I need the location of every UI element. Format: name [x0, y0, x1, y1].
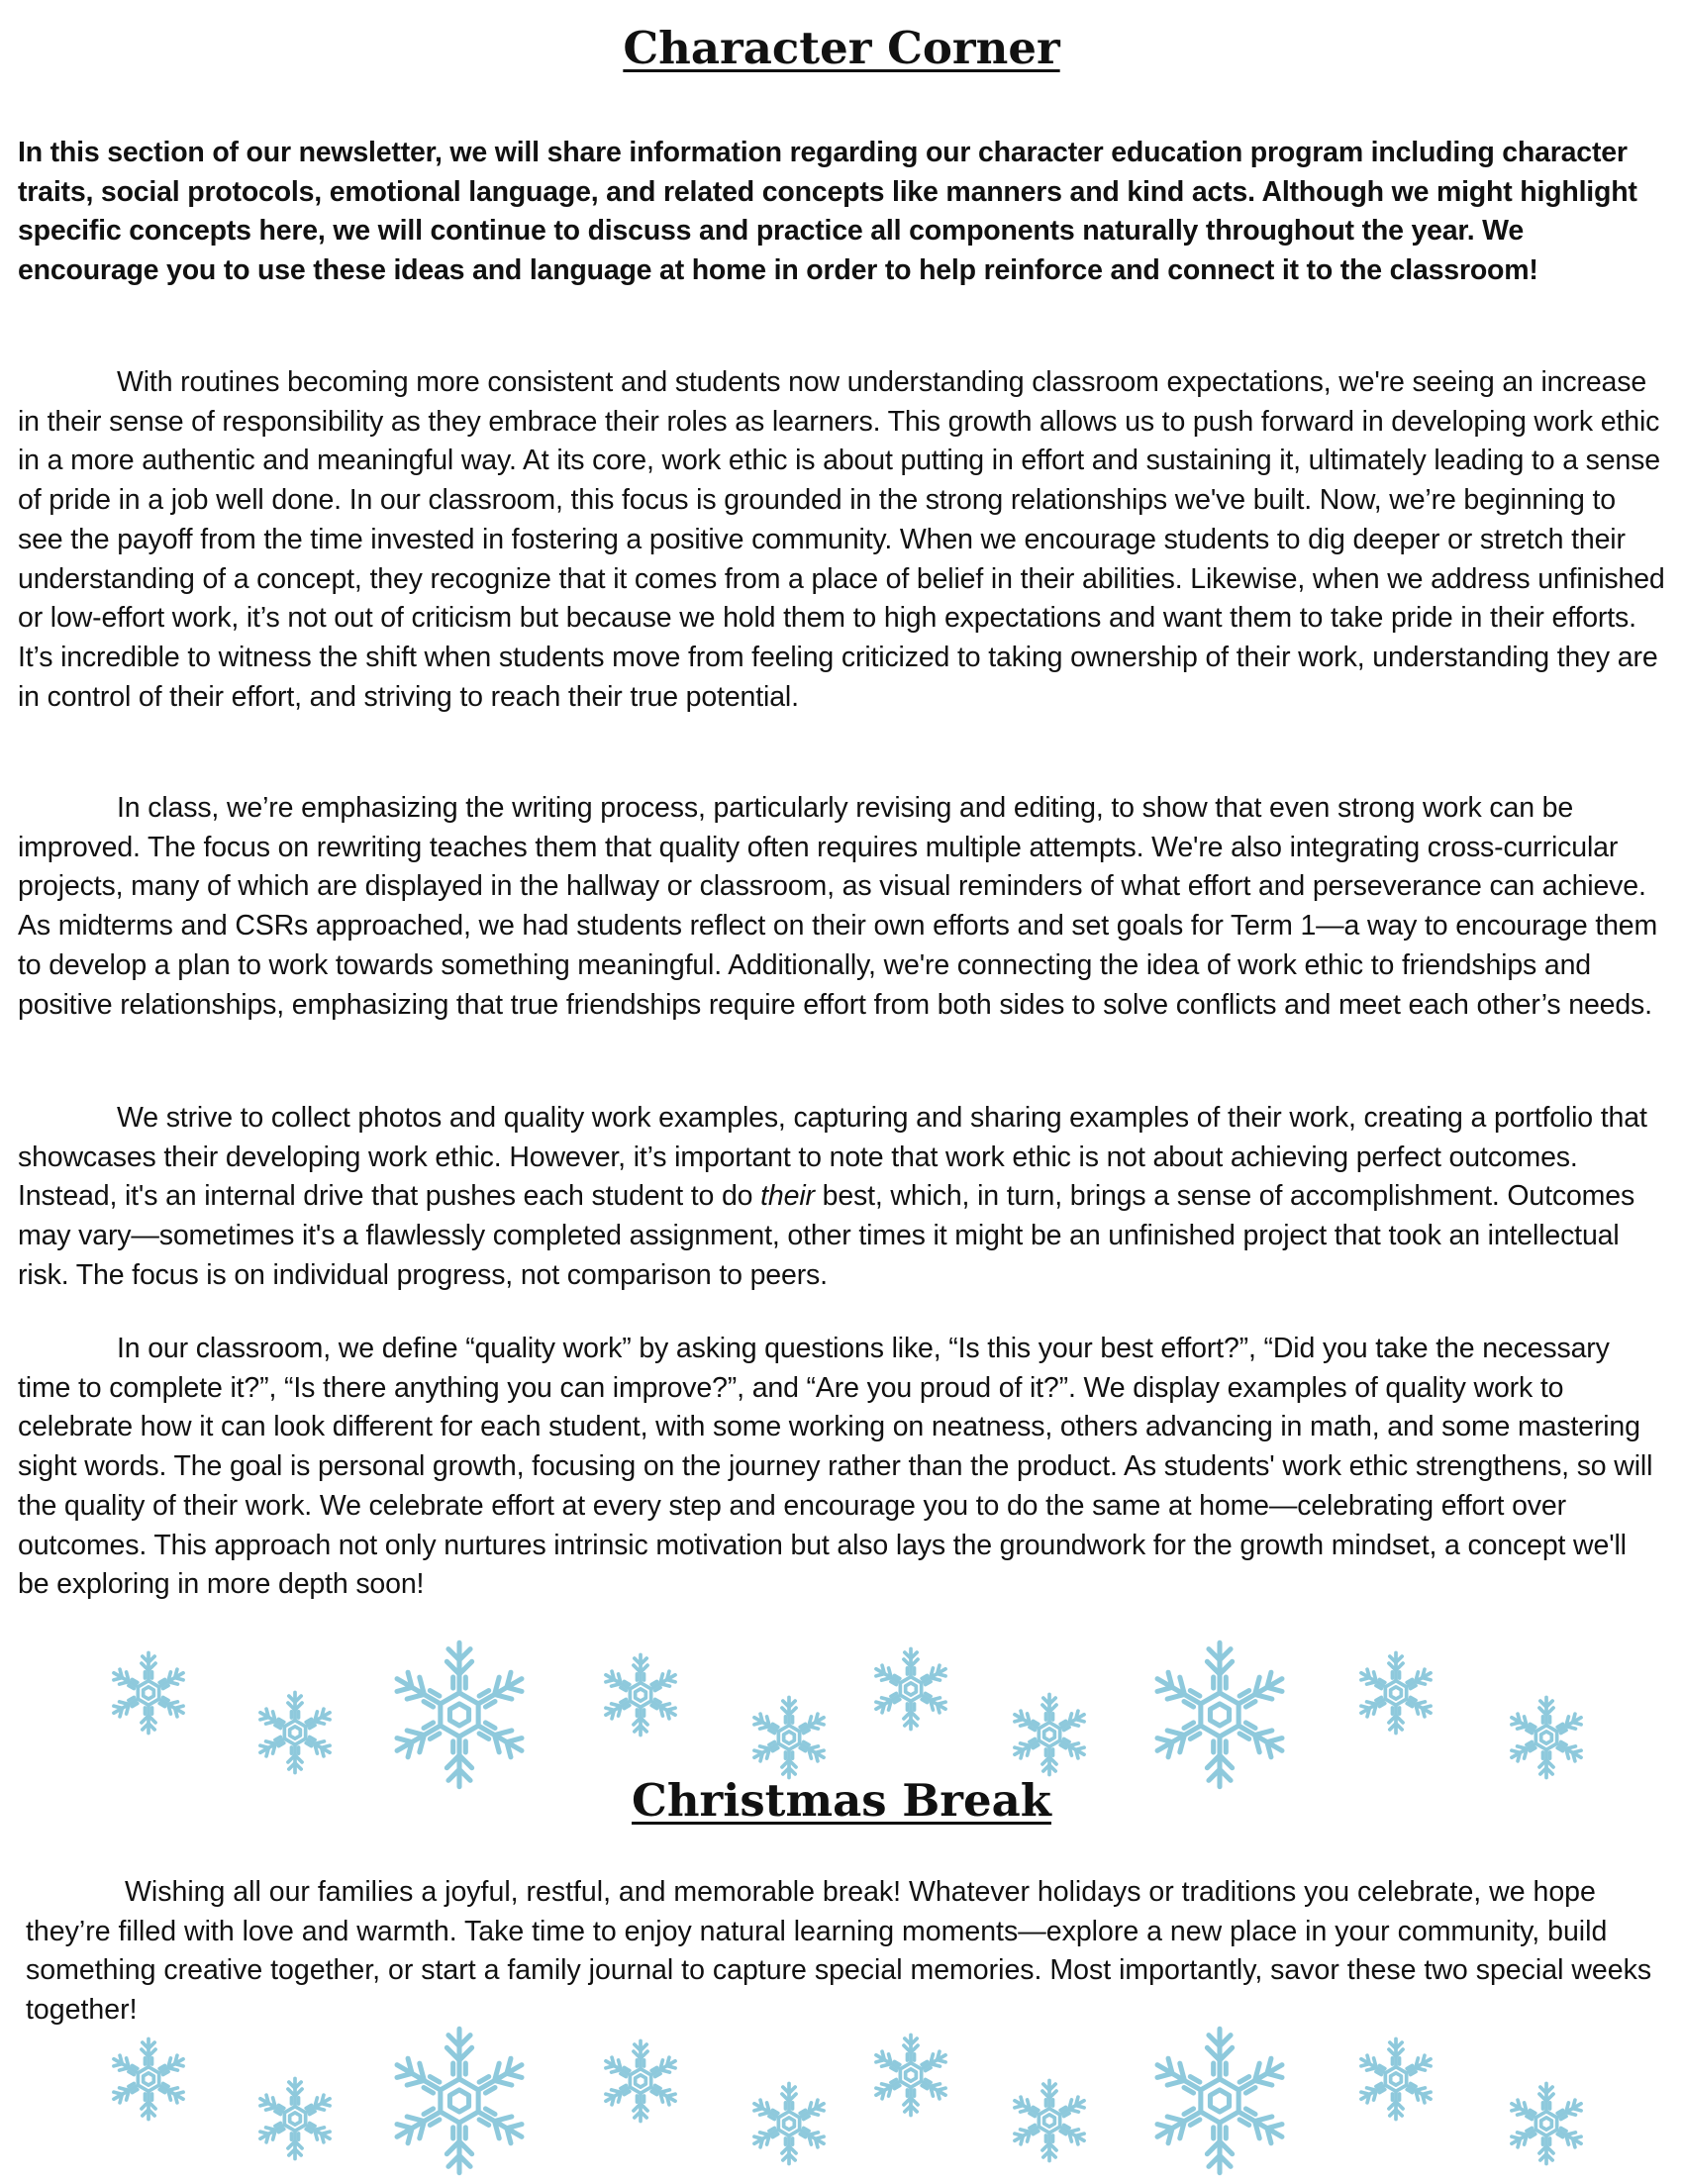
intro-paragraph: In this section of our newsletter, we will share information regarding our character education program including character traits, social protocols, emotional language, and related concepts like manners and kind acts. Although we might highlight specific concepts here, we will continue to discuss and practice all components naturally throughout the year. We encourage you to use these ideas and language at home in order to help reinforce and connect it to the classroom!	[18, 137, 1637, 287]
portfolio-paragraph	[18, 1099, 1665, 1296]
writing-process-paragraph: In class, we’re emphasizing the writing process, particularly revising and editing, to show that even strong work can be improved. The focus on rewriting teaches them that quality often requires multiple attempts. We're also integrating cross-curricular projects, many of which are displayed in the hallway or classroom, as visual reminders of what effort and perseverance can achieve. As midterms and CSRs approached, we had students reflect on their own efforts and set goals for Term 1—a way to encourage them to develop a plan to work towards something meaningful. Additionally, we're connecting the idea of work ethic to friendships and positive relationships, emphasizing that true friendships require effort from both sides to solve conflicts and meet each other’s needs.	[18, 792, 1658, 1021]
snowflake-icon	[867, 1645, 954, 1733]
snowflake-icon	[1352, 2035, 1439, 2123]
snowflake-icon	[381, 2023, 538, 2179]
character-corner-title: Character Corner	[623, 22, 1060, 74]
snowflake-row-top	[0, 1634, 1683, 1792]
snowflake-icon	[1006, 2077, 1093, 2164]
snowflake-icon	[597, 2037, 684, 2125]
snowflake-icon	[1141, 1637, 1298, 1793]
christmas-break-title: Christmas Break	[632, 1774, 1051, 1827]
snowflake-icon	[105, 1649, 192, 1737]
snowflake-icon	[1141, 2023, 1298, 2179]
snowflake-icon	[745, 1694, 833, 1781]
snowflake-icon	[1006, 1691, 1093, 1778]
snowflake-icon	[251, 2075, 339, 2162]
snowflake-icon	[1503, 1694, 1590, 1781]
snowflake-icon	[1352, 1649, 1439, 1737]
portfolio-text-emphasis: their	[760, 1180, 815, 1213]
snowflake-icon	[251, 1689, 339, 1776]
snowflake-row-bottom	[0, 2020, 1683, 2178]
snowflake-icon	[867, 2032, 954, 2119]
work-ethic-paragraph: With routines becoming more consistent and students now understanding classroom expectations, we're seeing an increase in their sense of responsibility as they embrace their roles as learners. This growth allows us to push forward in developing work ethic in a more authentic and meaningful way. At its core, work ethic is about putting in effort and sustaining it, ultimately leading to a sense of pride in a job well done. In our classroom, this focus is grounded in the strong relationships we've built. Now, we’re beginning to see the payoff from the time invested in fostering a positive community. When we encourage students to dig deeper or stretch their understanding of a concept, they recognize that it comes from a place of belief in their abilities. Likewise, when we address unfinished or low-effort work, it’s not out of criticism but because we hold them to high expectations and want them to take pride in their efforts. It’s incredible to witness the shift when students move from feeling criticized to taking ownership of their work, understanding they are in control of their effort, and striving to reach their true potential.	[18, 366, 1665, 713]
portfolio-text-start: We strive to collect photos and quality work examples, capturing and sharing examples of their work, creating a portfolio that showcases their developing work ethic. However, it’s important to note that work ethic is not about achieving perfect outcomes. Instead, it's an internal drive that pushes each student to do	[18, 1102, 1647, 1213]
snowflake-icon	[745, 2080, 833, 2167]
snowflake-icon	[597, 1651, 684, 1738]
snowflake-icon	[1503, 2080, 1590, 2167]
quality-work-paragraph: In our classroom, we define “quality work” by asking questions like, “Is this your best effort?”, “Did you take the necessary time to complete it?”, “Is there anything you can improve?”, and “Are you proud of it?”. We display examples of quality work to celebrate how it can look different for each student, with some working on neatness, others advancing in math, and some mastering sight words. The goal is personal growth, focusing on the journey rather than the product. As students' work ethic strengthens, so will the quality of their work. We celebrate effort at every step and encourage you to do the same at home—celebrating effort over outcomes. This approach not only nurtures intrinsic motivation but also lays the groundwork for the growth mindset, a concept we'll be exploring in more depth soon!	[18, 1333, 1653, 1601]
snowflake-icon	[381, 1637, 538, 1793]
portfolio-text-end: best, which, in turn, brings a sense of accomplishment. Outcomes may vary—sometimes it's a flawlessly completed assignment, other times it might be an unfinished project that took an intellectual risk. The focus is on individual progress, not comparison to peers.	[18, 1180, 1635, 1291]
snowflake-icon	[105, 2035, 192, 2123]
christmas-break-paragraph: Wishing all our families a joyful, restful, and memorable break! Whatever holidays or traditions you celebrate, we hope they’re filled with love and warmth. Take time to enjoy natural learning moments—explore a new place in your community, build something creative together, or start a family journal to capture special memories. Most importantly, savor these two special weeks together!	[26, 1876, 1652, 2027]
